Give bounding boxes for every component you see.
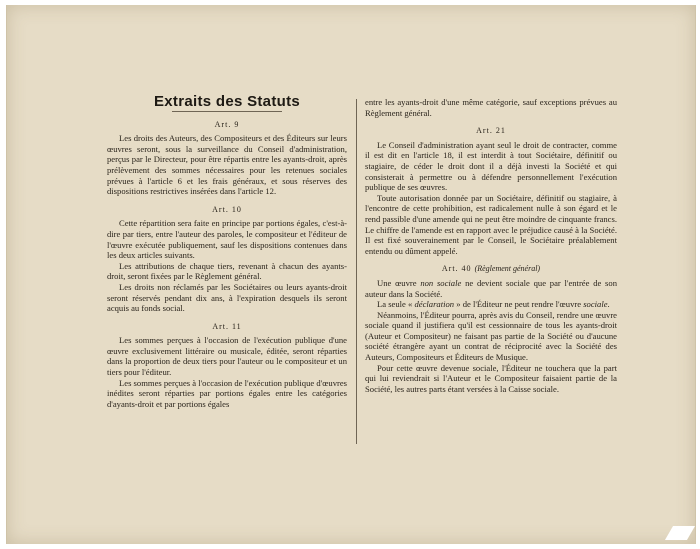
article-21-paragraph-1: Le Conseil d'administration ayant seul le droit de contracter, comme il est dit en l'article 18, il est interdit à tout Sociétaire, définitif ou stagiaire, de céder le droit dont il a déjà investi la Société et qui consisterait à permettre ou à défendre personnellement l'exécution publique de ses œuvres. <box>365 139 617 193</box>
article-10-paragraph-2: Les attributions de chaque tiers, revenant à chacun des ayants-droit, seront fixées par le Règlement général. <box>107 260 347 282</box>
article-11-paragraph-2: Les sommes perçues à l'occasion de l'exécution publique d'œuvres inédites seront réparties par portions égales entre les catégories d'ayants-droit et par portions égales <box>107 377 348 409</box>
left-column <box>107 93 348 409</box>
p2-emphasis: déclaration <box>414 299 455 310</box>
title-rule <box>172 111 282 112</box>
article-10-heading: Art. 10 <box>212 204 242 214</box>
document-page <box>6 5 696 544</box>
article-9-heading: Art. 9 <box>214 119 240 129</box>
article-10-paragraph-3: Les droits non réclamés par les Sociétaires ou leurs ayants-droit seront réservés pendant dix ans, à l'expiration desquels ils seront acquis au fonds social. <box>107 281 347 314</box>
page-title: Extraits des Statuts <box>153 93 301 110</box>
p2-emphasis-2: sociale <box>583 299 608 310</box>
article-21-heading: Art. 21 <box>476 126 506 136</box>
article-40-note: (Règlement général) <box>474 264 541 274</box>
article-40-label: Art. 40 <box>441 264 472 274</box>
article-40-heading <box>365 264 617 275</box>
p2-text-c: . <box>607 299 610 310</box>
article-40-paragraph-2 <box>365 299 617 310</box>
article-11-heading: Art. 11 <box>212 321 242 331</box>
p1-text-b: ne devient sociale que par l'entrée de son auteur dans la Société. <box>365 277 617 299</box>
article-40-paragraph-3: Néanmoins, l'Éditeur pourra, après avis du Conseil, rendre une œuvre sociale quand il justifiera qu'il est cessionnaire de tous les ayants-droit (Auteur et Compositeur) ne faisant pas partie de la Société ou d'aucune société étrangère ayant un contrat de réciprocité avec la Société des Auteurs, Compositeurs et Éditeurs de Musique. <box>365 309 617 363</box>
article-40-paragraph-1 <box>365 278 617 299</box>
article-40-paragraph-4: Pour cette œuvre devenue sociale, l'Éditeur ne touchera que la part qui lui reviendrait si l'Auteur et le Compositeur faisaient partie de la Société, les autres parts étant versées à la Caisse sociale. <box>365 362 617 394</box>
column-divider <box>356 99 357 444</box>
p1-text-a: Une œuvre <box>377 277 421 288</box>
right-column <box>365 97 617 394</box>
article-11-continuation: entre les ayants-droit d'une même catégorie, sauf exceptions prévues au Règlement général. <box>365 97 617 118</box>
p2-text-b: » de l'Éditeur ne peut rendre l'œuvre <box>454 299 584 310</box>
article-9-paragraph-1: Les droits des Auteurs, des Compositeurs et des Éditeurs sur leurs œuvres seront, sous la surveillance du Conseil d'administration, perçus par le Directeur, pour être répartis entre les ayants-droit, après prélèvement des sommes nécessaires pour les retenues sociales prévues à l'article 6 et les frais généraux, et sous réserves des dispositions restrictives insérées dans l'article 12. <box>107 133 347 197</box>
article-10-paragraph-1: Cette répartition sera faite en principe par portions égales, c'est-à-dire par tiers, entre l'auteur des paroles, le compositeur et l'éditeur de l'œuvre exécutée publiquement, sauf les dispositions contenues dans les deux articles suivants. <box>107 218 347 261</box>
torn-corner <box>665 526 695 540</box>
p2-text-a: La seule « <box>377 299 415 310</box>
article-11-paragraph-1: Les sommes perçues à l'occasion de l'exécution publique d'une œuvre exclusivement littéraire ou musicale, éditée, seront réparties dans la proportion de deux tiers pour l'auteur ou le compositeur et un tiers pour l'éditeur. <box>107 335 347 378</box>
article-21-paragraph-2: Toute autorisation donnée par un Sociétaire, définitif ou stagiaire, à l'encontre de cette prohibition, est radicalement nulle à son égard et le rend passible d'une amende qui ne peut être moindre de cinquante francs. Le chiffre de l'amende est en rapport avec le préjudice causé à la Société. Il est fixé souverainement par le Conseil, le Sociétaire préalablement entendu ou dûment appelé. <box>365 192 617 256</box>
p1-emphasis: non sociale <box>420 277 462 288</box>
